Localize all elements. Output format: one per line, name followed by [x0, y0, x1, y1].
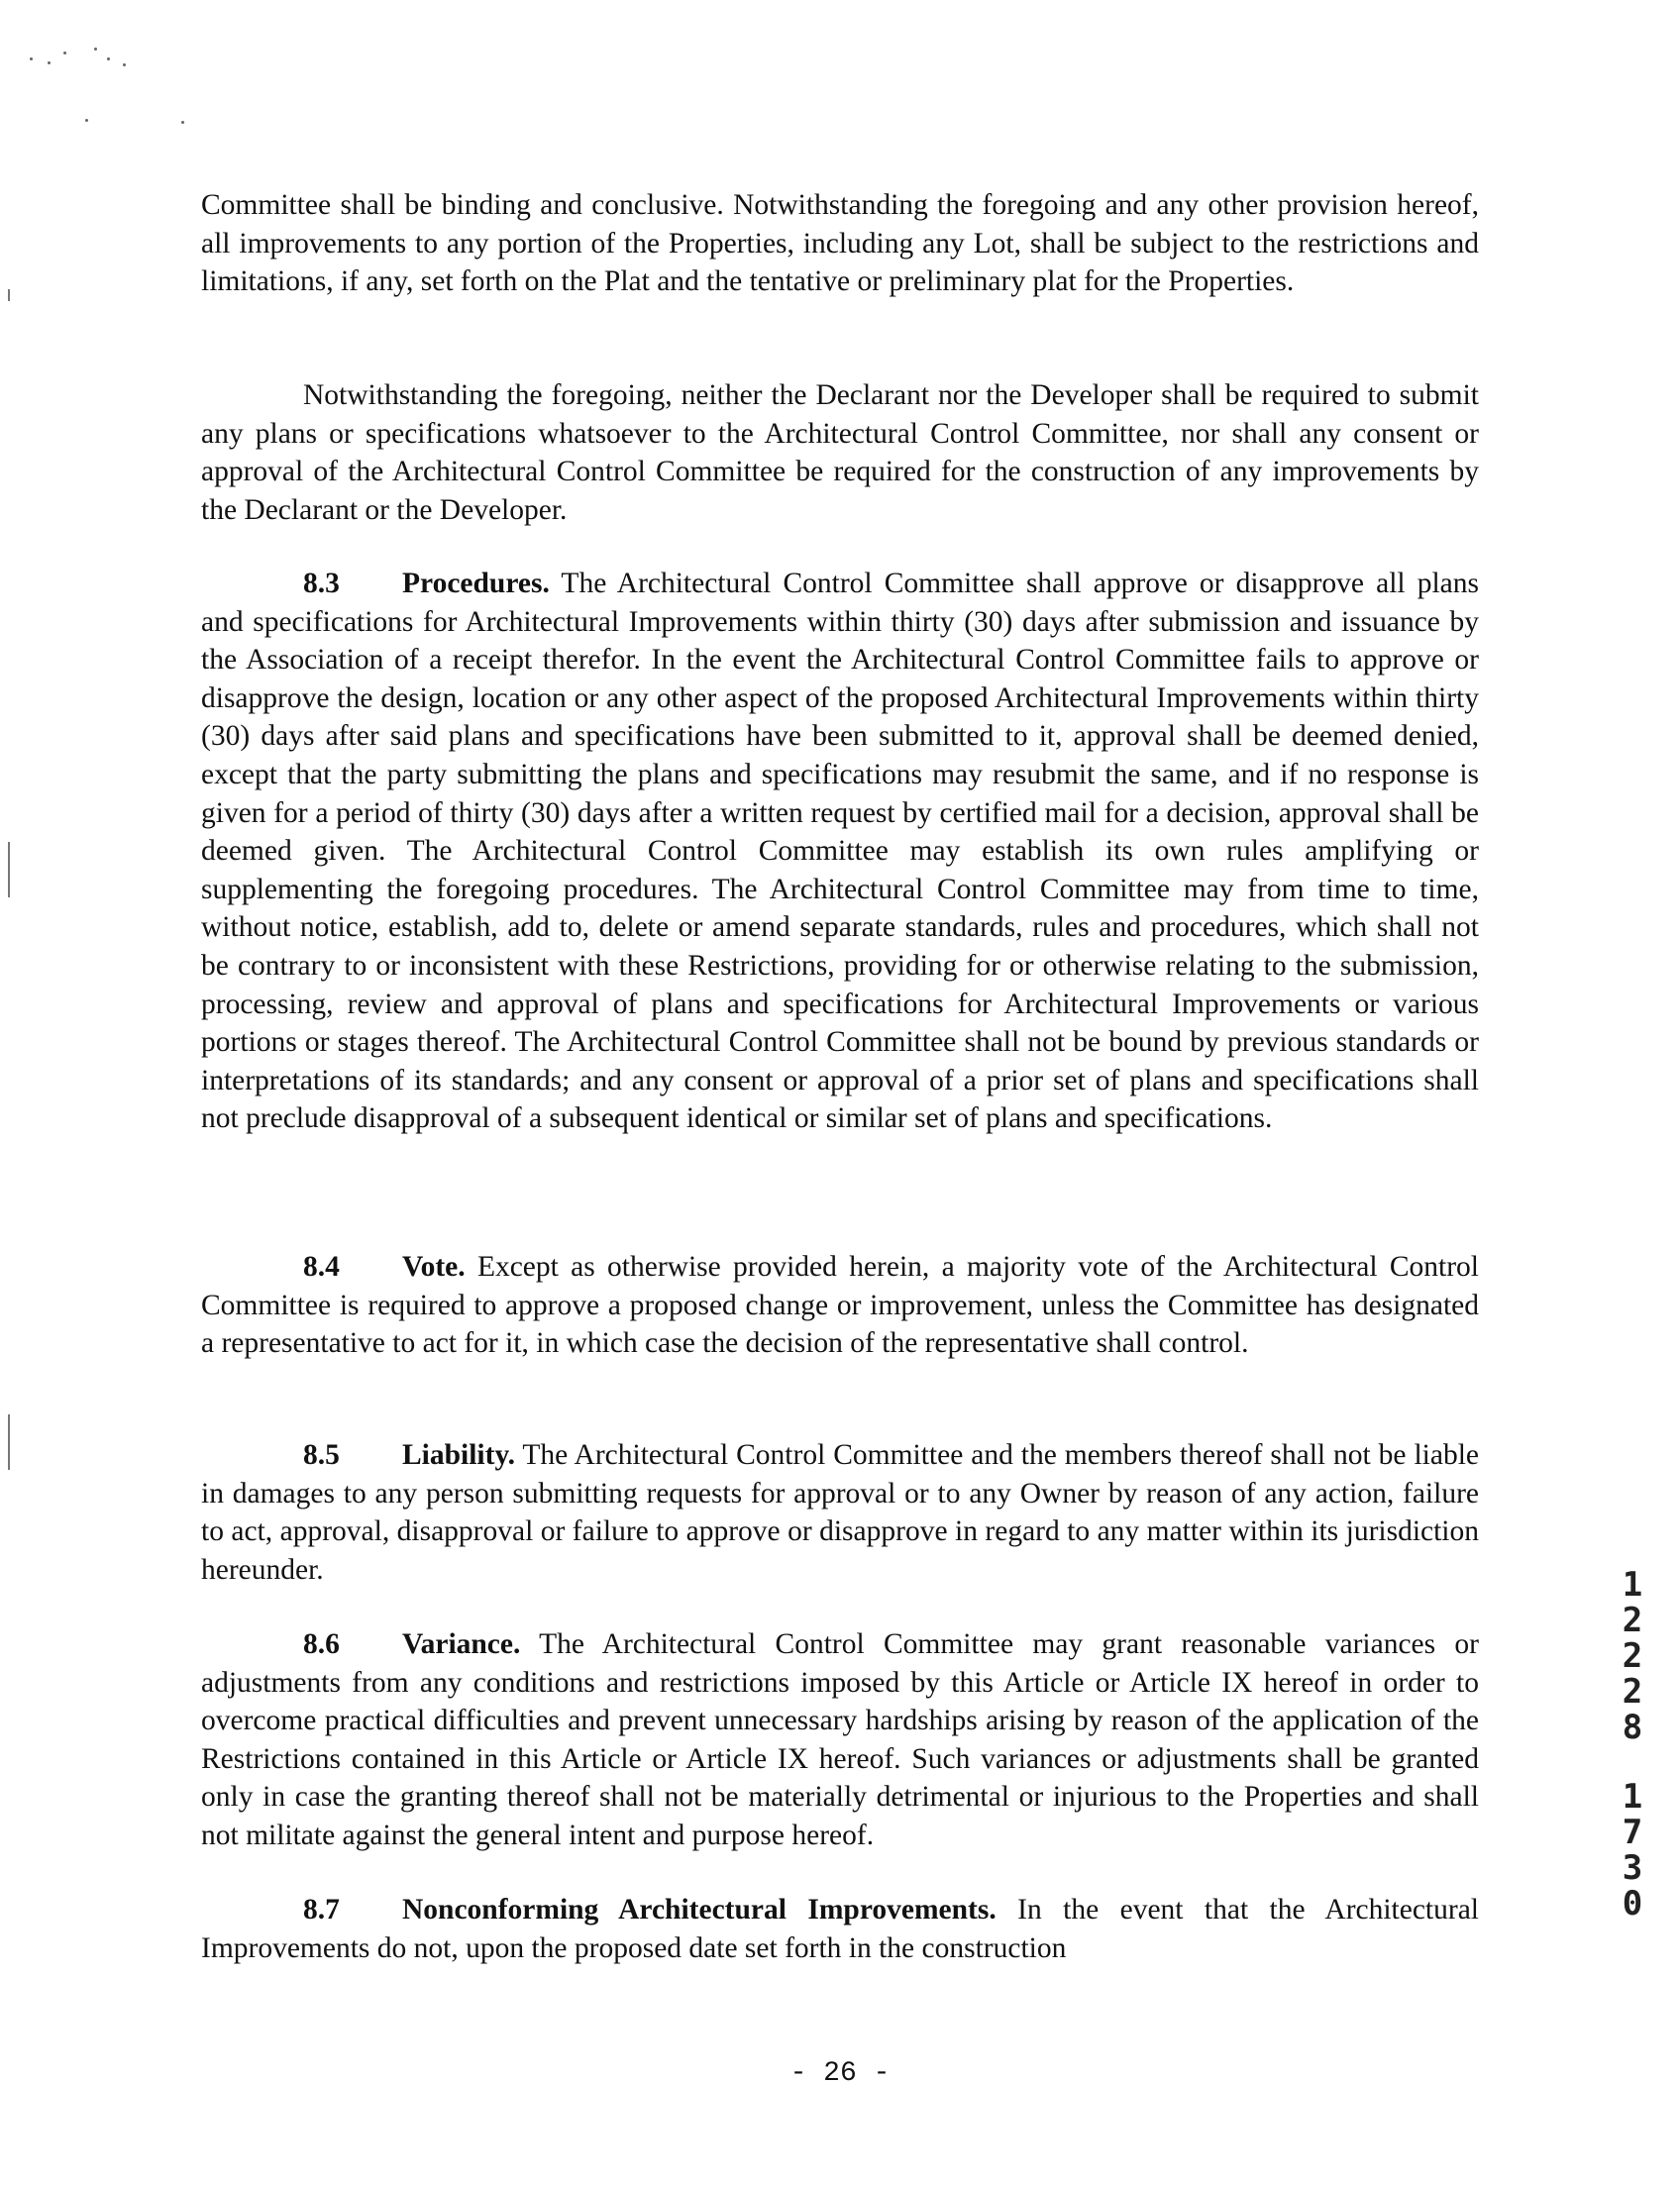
section-8-6: [201, 1625, 1479, 1855]
scan-speck: [63, 52, 66, 54]
paragraph-text: Committee shall be binding and conclusive. Notwithstanding the foregoing and any other provision hereof, all improvements to any portion of the Properties, including any Lot, shall be subject to the restrictions and limitations, if any, set forth on the Plat and the tentative or preliminary plat for the Properties.: [201, 189, 1479, 298]
margin-revision-bar: [8, 842, 10, 897]
paragraph-text: Notwithstanding the foregoing, neither the Declarant nor the Developer shall be required to submit any plans or specifications whatsoever to the Architectural Control Committee, nor shall any consent or approval of the Architectural Control Committee be required for the construction of any improvements by the Declarant or the Developer.: [201, 379, 1479, 526]
section-8-7: [201, 1891, 1479, 1967]
paragraph-continuation: [201, 186, 1479, 301]
section-heading: Vote.: [402, 1251, 466, 1283]
section-heading: Liability.: [402, 1439, 515, 1471]
stamp-digit: 2: [1622, 1672, 1643, 1712]
section-body: The Architectural Control Committee shall approve or disapprove all plans and specifications for Architectural Improvements within thirty (30) days after submission and issuance by the Association of a receipt therefor. In the event the Architectural Control Committee fails to approve or disapprove the design, location or any other aspect of the proposed Architectural Improvements within thirty (30) days after said plans and specifications have been submitted to it, approval shall be deemed denied, except that the party submitting the plans and specifications may resubmit the same, and if no response is given for a period of thirty (30) days after a written request by certified mail for a decision, approval shall be deemed given. The Architectural Control Committee may establish its own rules amplifying or supplementing the foregoing procedures. The Architectural Control Committee may from time to time, without notice, establish, add to, delete or amend separate standards, rules and procedures, which shall not be contrary to or inconsistent with these Restrictions, providing for or otherwise relating to the submission, processing, review and approval of plans and specifications for Architectural Improvements or various portions or stages thereof. The Architectural Control Committee shall not be bound by previous standards or interpretations of its standards; and any consent or approval of a prior set of plans and specifications shall not preclude disapproval of a subsequent identical or similar set of plans and specifications.: [201, 568, 1479, 1135]
scan-speck: [48, 61, 51, 64]
section-number: 8.6: [303, 1628, 340, 1660]
page-number: - 26 -: [789, 2058, 891, 2089]
section-heading: Procedures.: [402, 568, 550, 599]
scan-speck: [94, 48, 97, 51]
stamp-digit: 1: [1622, 1777, 1643, 1817]
scan-speck: [85, 119, 88, 122]
section-heading: Variance.: [402, 1628, 521, 1660]
paragraph-notwithstanding: [201, 376, 1479, 529]
section-body: The Architectural Control Committee may grant reasonable variances or adjustments from any conditions and restrictions imposed by this Article or Article IX hereof in order to overcome practical difficulties and prevent unnecessary hardships arising by reason of the application of the Restrictions contained in this Article or Article IX hereof. Such variances or adjustments shall be granted only in case the granting thereof shall not be materially detrimental or injurious to the Properties and shall not militate against the general intent and purpose hereof.: [201, 1628, 1479, 1851]
margin-revision-bar: [8, 1414, 10, 1470]
section-8-4: [201, 1248, 1479, 1363]
margin-revision-bar: [8, 289, 10, 301]
section-body: Except as otherwise provided herein, a majority vote of the Architectural Control Committee is required to approve a proposed change or improvement, unless the Committee has designated a representative to act for it, in which case the decision of the representative shall control.: [201, 1251, 1479, 1360]
section-8-5: [201, 1436, 1479, 1589]
stamp-digit: 2: [1622, 1601, 1643, 1640]
section-body: In the event that the Architectural Improvements do not, upon the proposed date set forth in the construction: [201, 1894, 1479, 1964]
stamp-digit: 8: [1622, 1708, 1643, 1747]
margin-stamp-line-2: [1613, 1779, 1652, 1922]
section-number: 8.4: [303, 1251, 340, 1283]
stamp-digit: 7: [1622, 1813, 1643, 1852]
stamp-digit: 3: [1622, 1848, 1643, 1888]
section-heading: Nonconforming Architectural Improvements.: [402, 1894, 997, 1926]
section-number: 8.5: [303, 1439, 340, 1471]
scan-speck: [107, 57, 110, 60]
stamp-digit: 1: [1622, 1565, 1643, 1605]
scan-speck: [30, 57, 33, 60]
section-body: The Architectural Control Committee and the members thereof shall not be liable in damages to any person submitting requests for approval or to any Owner by reason of any action, failure to act, approval, disapproval or failure to approve or disapprove in regard to any matter within its jurisdiction hereunder.: [201, 1439, 1479, 1586]
scan-speck: [181, 121, 184, 124]
stamp-digit: 0: [1622, 1884, 1643, 1924]
scan-speck: [123, 63, 126, 66]
margin-stamp-line-1: [1613, 1567, 1652, 1745]
section-number: 8.7: [303, 1894, 340, 1926]
stamp-digit: 2: [1622, 1636, 1643, 1676]
section-8-3: [201, 565, 1479, 1138]
section-number: 8.3: [303, 568, 340, 599]
